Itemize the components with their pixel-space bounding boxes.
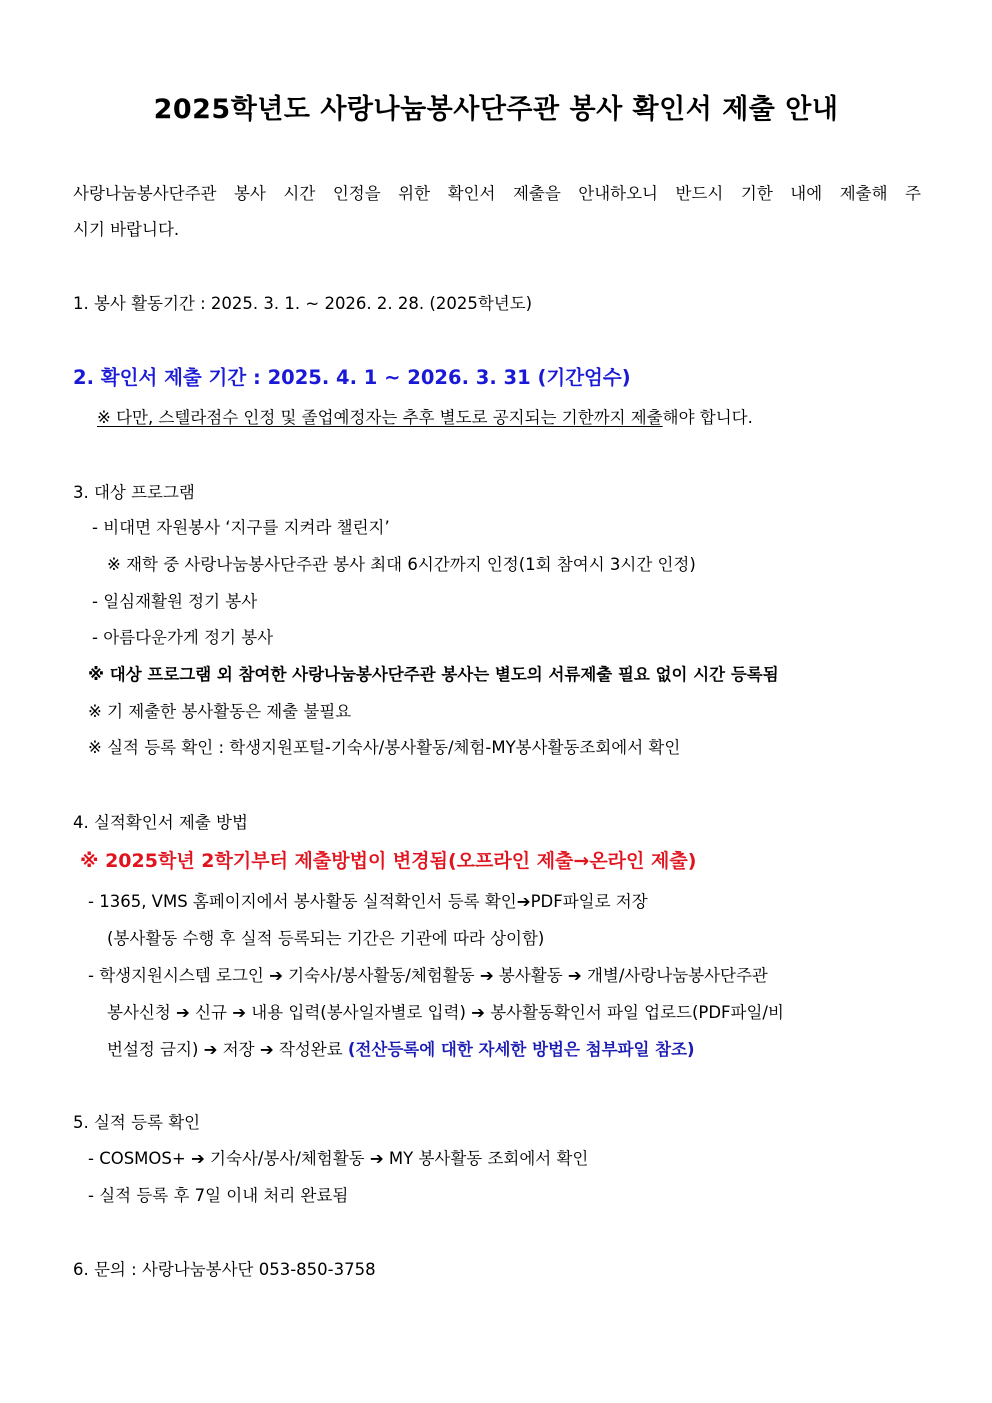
attachment-reference-note: (전산등록에 대한 자세한 방법은 첨부파일 참조) <box>347 1040 695 1059</box>
section-2-note-underlined: ※ 다만, 스텔라점수 인정 및 졸업예정자는 추후 별도로 공지되는 기한까지 제출 <box>97 408 663 427</box>
section-5-heading: 5. 실적 등록 확인 <box>73 1113 201 1132</box>
section-3-item-1-note: ※ 재학 중 사랑나눔봉사단주관 봉사 최대 6시간까지 인정(1회 참여시 3시간 인정) <box>107 555 696 574</box>
section-4-item-2-line-3 <box>107 1039 695 1061</box>
section-4-item-1-sub: (봉사활동 수행 후 실적 등록되는 기간은 기관에 따라 상이함) <box>107 929 545 948</box>
section-3-item-1: - 비대면 자원봉사 ‘지구를 지켜라 챌린지’ <box>92 518 390 537</box>
section-3-item-3: - 아름다운가게 정기 봉사 <box>92 628 274 647</box>
intro-line-2: 시기 바랍니다. <box>73 220 180 239</box>
section-3-item-2: - 일심재활원 정기 봉사 <box>92 592 258 611</box>
section-1-activity-period: 1. 봉사 활동기간 : 2025. 3. 1. ~ 2026. 2. 28. (2025학년도) <box>73 294 533 313</box>
section-3-note-bold: ※ 대상 프로그램 외 참여한 사랑나눔봉사단주관 봉사는 별도의 서류제출 필요 없이 시간 등록됨 <box>88 665 779 684</box>
section-2-heading: 2. 확인서 제출 기간 : 2025. 4. 1 ~ 2026. 3. 31 (기간엄수) <box>73 366 631 389</box>
section-3-note-2: ※ 기 제출한 봉사활동은 제출 불필요 <box>88 702 352 721</box>
section-3-note-3: ※ 실적 등록 확인 : 학생지원포털-기숙사/봉사활동/체험-MY봉사활동조회에서 확인 <box>88 738 681 757</box>
section-4-item-2-text: 번설정 금지) ➔ 저장 ➔ 작성완료 <box>107 1040 343 1059</box>
section-2-note <box>97 407 753 429</box>
section-3-heading: 3. 대상 프로그램 <box>73 483 195 502</box>
section-4-alert: ※ 2025학년 2학기부터 제출방법이 변경됨(오프라인 제출→온라인 제출) <box>80 850 697 872</box>
section-4-item-2-line-2: 봉사신청 ➔ 신규 ➔ 내용 입력(봉사일자별로 입력) ➔ 봉사활동확인서 파일 업로드(PDF파일/비 <box>107 1003 784 1022</box>
section-5-item-1: - COSMOS+ ➔ 기숙사/봉사/체험활동 ➔ MY 봉사활동 조회에서 확인 <box>88 1149 589 1168</box>
section-5-item-2: - 실적 등록 후 7일 이내 처리 완료됨 <box>88 1186 349 1205</box>
section-6-contact: 6. 문의 : 사랑나눔봉사단 053-850-3758 <box>73 1260 376 1279</box>
intro-line-1: 사랑나눔봉사단주관 봉사 시간 인정을 위한 확인서 제출을 안내하오니 반드시 기한 내에 제출해 주 <box>73 184 921 203</box>
section-4-item-2-line-1: - 학생지원시스템 로그인 ➔ 기숙사/봉사활동/체험활동 ➔ 봉사활동 ➔ 개별/사랑나눔봉사단주관 <box>88 966 768 985</box>
page-title: 2025학년도 사랑나눔봉사단주관 봉사 확인서 제출 안내 <box>153 94 839 125</box>
section-4-item-1: - 1365, VMS 홈페이지에서 봉사활동 실적확인서 등록 확인➔PDF파일로 저장 <box>88 892 648 911</box>
section-2-note-rest: 해야 합니다. <box>662 408 753 427</box>
section-4-heading: 4. 실적확인서 제출 방법 <box>73 813 248 832</box>
